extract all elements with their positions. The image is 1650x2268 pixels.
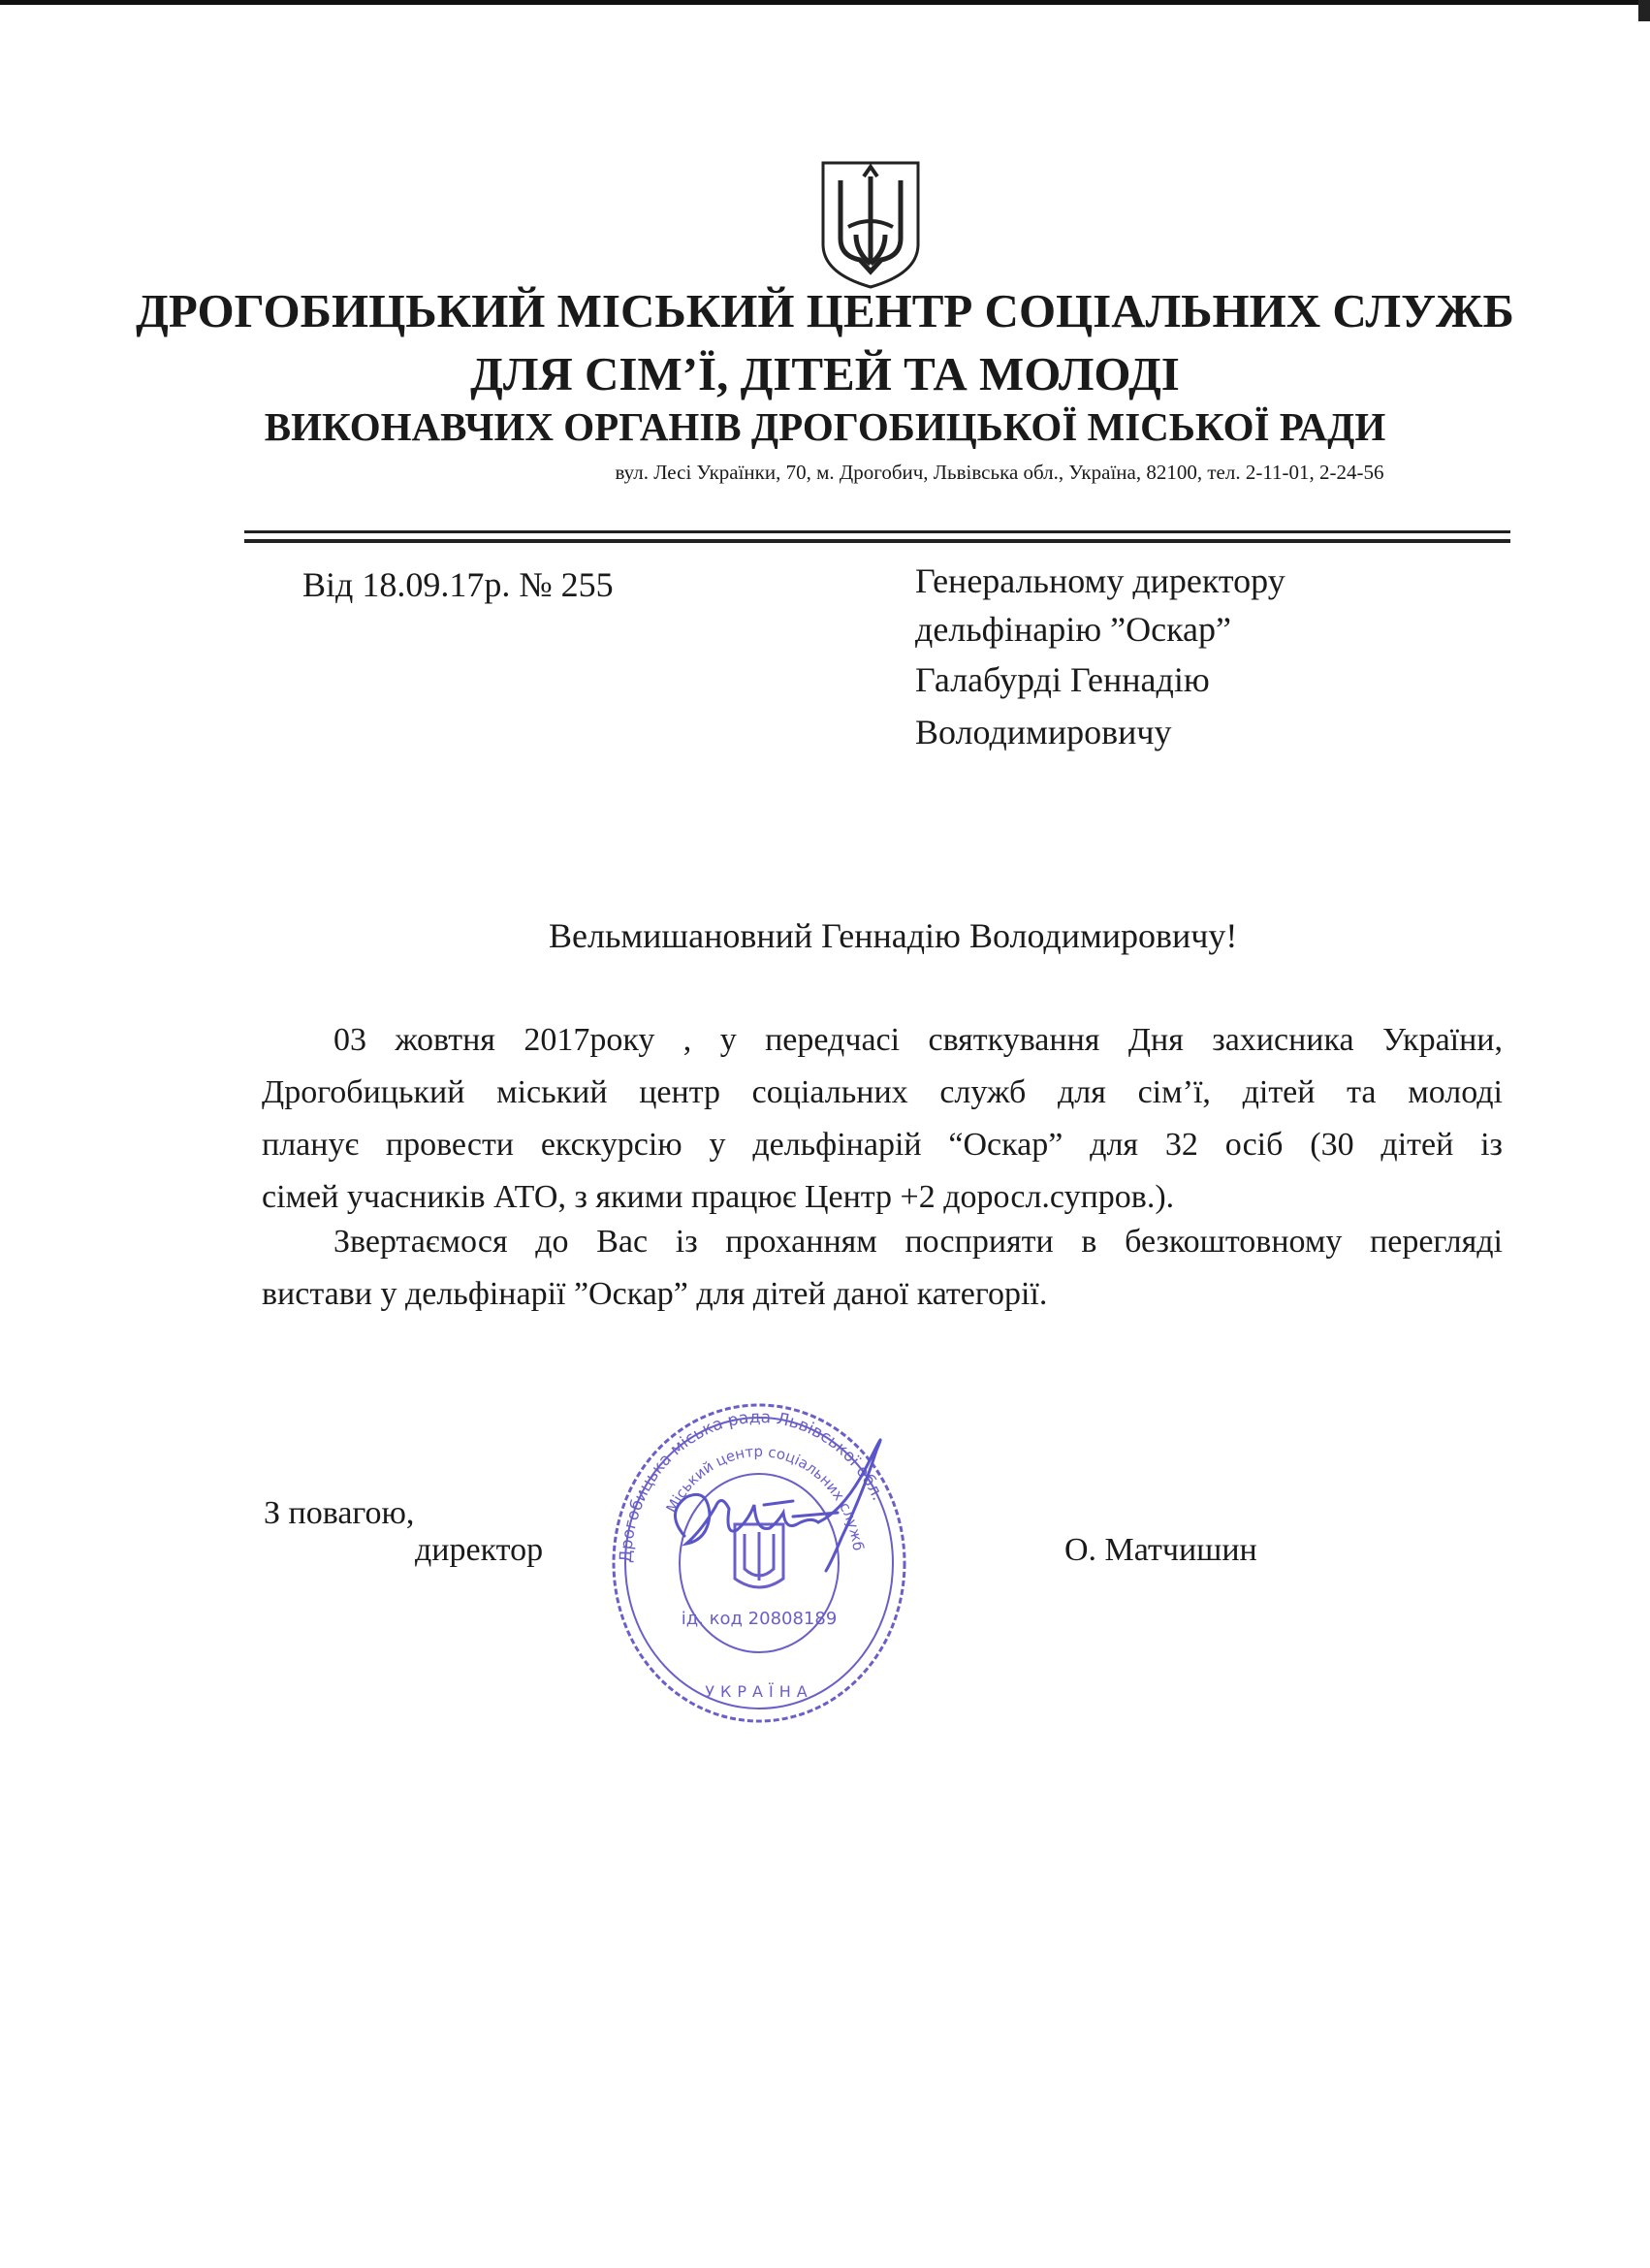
signatory-name: О. Матчишин [1064,1532,1257,1568]
reference-number: Від 18.09.17р. № 255 [302,565,614,604]
paragraph-2-line: вистави у дельфінарії ”Оскар” для дітей даної категорії. [262,1276,1048,1312]
stamp-inner-text: Міський центр соціальних служб [662,1442,868,1552]
org-name-line-2: ДЛЯ СІМ’Ї, ДІТЕЙ ТА МОЛОДІ [470,347,1180,400]
signature [648,1416,938,1581]
paragraph-1-line: планує провести екскурсію у дельфінарій “Оскар” для 32 осіб (30 дітей із [262,1127,1503,1163]
stamp-outer-text: Дрогобицька міська рада Львівської обл. [616,1407,888,1564]
header-divider-thick [244,539,1510,543]
stamp-bottom-text: УКРАЇНА [705,1682,813,1701]
paragraph-1-line: сімей учасників АТО, з якими працює Центр +2 доросл.супров.). [262,1179,1175,1215]
paragraph-1-line: Дрогобицький міський центр соціальних служб для сім’ї, дітей та молоді [262,1074,1503,1110]
signatory-position: директор [415,1532,544,1568]
paragraph-2 [262,1216,1503,1321]
closing-regards: З повагою, [264,1495,415,1531]
stamp-code: ід. код 20808189 [681,1609,838,1629]
salutation: Вельмишановний Геннадію Володимировичу! [549,916,1238,955]
paragraph-2-line: Звертаємося до Вас із проханням посприяти в безкоштовному перегляді [333,1224,1503,1260]
org-name-line-1: ДРОГОБИЦЬКИЙ МІСЬКИЙ ЦЕНТР СОЦІАЛЬНИХ СЛУЖБ [136,284,1514,337]
org-name-line-3: ВИКОНАВЧИХ ОРГАНІВ ДРОГОБИЦЬКОЇ МІСЬКОЇ РАДИ [264,404,1386,449]
coat-of-arms-icon [819,159,922,291]
paragraph-1 [262,1014,1503,1224]
scan-edge-top [0,0,1650,5]
recipient-line-3: Галабурді Геннадію [915,660,1210,699]
recipient-line-2: дельфінарію ”Оскар” [915,610,1232,649]
recipient-line-1: Генеральному директору [915,561,1285,600]
org-address: вул. Лесі Українки, 70, м. Дрогобич, Львівська обл., Україна, 82100, тел. 2-11-01, 2-24-56 [615,461,1384,484]
scan-edge-corner [1638,0,1650,21]
paragraph-1-line: 03 жовтня 2017року , у передчасі святкування Дня захисника України, [333,1022,1503,1058]
header-divider-thin [244,530,1510,533]
recipient-line-4: Володимировичу [915,713,1172,751]
